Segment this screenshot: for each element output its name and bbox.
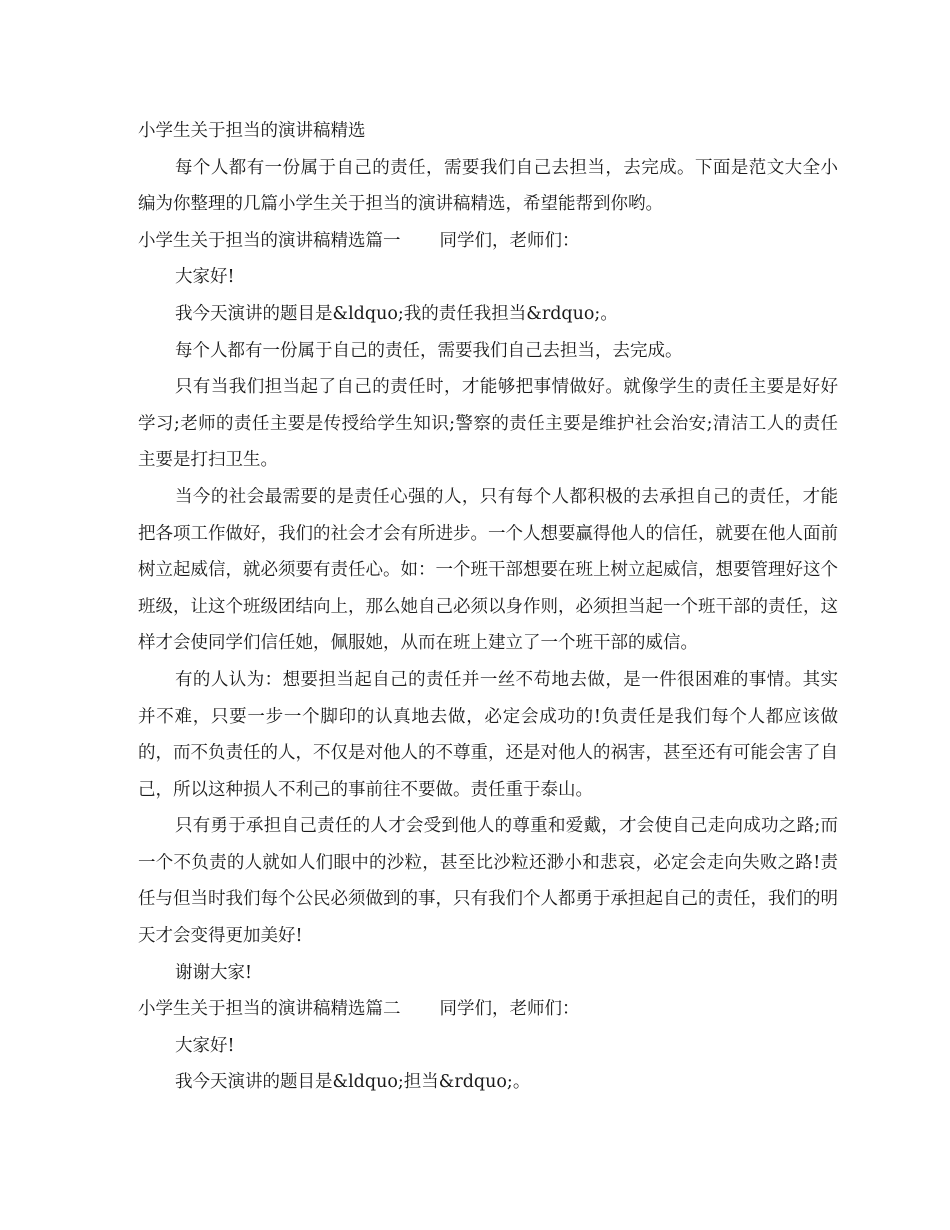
section1-paragraph: 当今的社会最需要的是责任心强的人，只有每个人都积极的去承担自己的责任，才能把各项工作做好，我们的社会才会有所进步。一个人想要赢得他人的信任，就要在他人面前树立起威信，就必须要有责任心。如：一个班干部想要在班上树立起威信，想要管理好这个班级，让这个班级团结向上，那么她自己必须以身作则，必须担当起一个班干部的责任，这样才会使同学们信任她，佩服她，从而在班上建立了一个班干部的威信。 [138, 486, 838, 654]
section2-paragraph: 我今天演讲的题目是&ldquo;担当&rdquo;。 [175, 1072, 531, 1093]
section1-paragraph: 我今天演讲的题目是&ldquo;我的责任我担当&rdquo;。 [175, 303, 618, 324]
section2-paragraph: 大家好! [175, 1035, 235, 1056]
section1-paragraph: 只有当我们担当起了自己的责任时，才能够把事情做好。就像学生的责任主要是好好学习;老师的责任主要是传授给学生知识;警察的责任主要是维护社会治安;清洁工人的责任主要是打扫卫生。 [138, 377, 838, 471]
section1-paragraph: 只有勇于承担自己责任的人才会受到他人的尊重和爱戴，才会使自己走向成功之路;而一个不负责的人就如人们眼中的沙粒，甚至比沙粒还渺小和悲哀，必定会走向失败之路!责任与但当时我们每个公民必须做到的事，只有我们个人都勇于承担起自己的责任，我们的明天才会变得更加美好! [138, 816, 838, 947]
section2-heading: 小学生关于担当的演讲稿精选篇二 [138, 999, 401, 1020]
section1-paragraph: 大家好! [175, 267, 235, 288]
section1-paragraph: 每个人都有一份属于自己的责任，需要我们自己去担当，去完成。 [175, 340, 683, 361]
section1-heading: 小学生关于担当的演讲稿精选篇一 [138, 230, 401, 251]
section2-heading-line [138, 991, 838, 1028]
section1-salutation: 同学们，老师们： [439, 230, 580, 251]
section1-heading-line [138, 223, 838, 260]
intro-paragraph: 每个人都有一份属于自己的责任，需要我们自己去担当，去完成。下面是范文大全小编为你整理的几篇小学生关于担当的演讲稿精选，希望能帮到你哟。 [138, 157, 838, 215]
document-body [138, 113, 838, 1101]
document-title: 小学生关于担当的演讲稿精选 [138, 121, 366, 141]
section1-paragraph: 有的人认为：想要担当起自己的责任并一丝不苟地去做，是一件很困难的事情。其实并不难，只要一步一个脚印的认真地去做，必定会成功的!负责任是我们每个人都应该做的，而不负责任的人，不仅是对他人的不尊重，还是对他人的祸害，甚至还有可能会害了自己，所以这种损人不利己的事前往不要做。责任重于泰山。 [138, 669, 838, 800]
section1-closing: 谢谢大家! [175, 962, 253, 983]
section2-salutation: 同学们，老师们： [439, 999, 580, 1020]
